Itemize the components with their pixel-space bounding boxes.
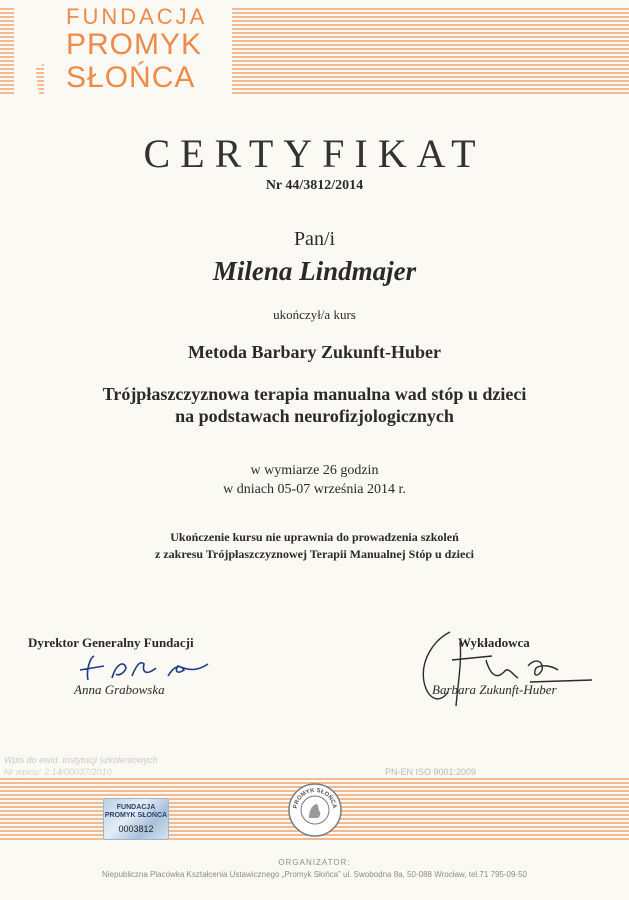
hologram-serial-number: 0003812: [118, 824, 154, 834]
logo-text-foundation: FUNDACJA: [66, 4, 208, 29]
certificate-number: Nr 44/3812/2014: [265, 178, 364, 193]
logo-text-slonca: SŁOŃCA: [66, 61, 196, 94]
signature-name-lecturer: Barbara Zukunft-Huber: [432, 682, 557, 697]
certificate-title: CERTYFIKAT: [143, 131, 486, 176]
seal-text: PROMYK SŁOŃCA: [293, 787, 338, 810]
course-title-line-1: Trójpłaszczyznowa terapia manualna wad stóp u dzieci: [102, 384, 527, 404]
recipient-name: Milena Lindmajer: [212, 256, 417, 286]
header-stripes: [232, 8, 629, 96]
registry-number: Nr wpisu: 2.14/00037/2010: [4, 767, 112, 777]
signature-block-lecturer: [400, 630, 600, 710]
course-title-line-2: na podstawach neurofizjologicznych: [175, 406, 454, 426]
logo-text-promyk: PROMYK: [66, 28, 203, 61]
course-hours: w wymiarze 26 godzin: [250, 463, 379, 478]
salutation: Pan/i: [293, 228, 336, 250]
registry-note: Wpis do ewid. instytucji szkoleniowych: [4, 755, 158, 765]
signature-block-director: [28, 630, 268, 710]
completed-label: ukończył/a kurs: [273, 307, 356, 322]
organizer-address: Niepubliczna Placówka Kształcenia Ustawicznego „Promyk Słońca” ul. Swobodna 8a, 50-088 Wrocław, tel.71 795-09-50: [102, 870, 527, 879]
hologram-sticker: [103, 798, 169, 840]
foundation-logo: [44, 0, 230, 100]
signature-role-lecturer: Wykładowca: [458, 635, 530, 650]
signature-role-director: Dyrektor Generalny Fundacji: [28, 635, 194, 650]
hologram-text-name: PROMYK SŁOŃCA: [104, 812, 168, 819]
course-method: Metoda Barbary Zukunft-Huber: [187, 342, 441, 362]
iso-certification: PN-EN ISO 9001:2009: [385, 767, 477, 777]
notice-line-1: Ukończenie kursu nie uprawnia do prowadzenia szkoleń: [170, 530, 459, 544]
organizer-label: ORGANIZATOR:: [278, 858, 351, 867]
foundation-seal-icon: [287, 782, 343, 838]
signature-name-director: Anna Grabowska: [74, 682, 165, 697]
course-dates: w dniach 05-07 września 2014 r.: [223, 482, 406, 497]
hologram-text-foundation: FUNDACJA: [116, 804, 156, 811]
profile-silhouette-icon: [14, 8, 54, 96]
notice-line-2: z zakresu Trójpłaszczyznowej Terapii Manualnej Stóp u dzieci: [155, 547, 474, 561]
